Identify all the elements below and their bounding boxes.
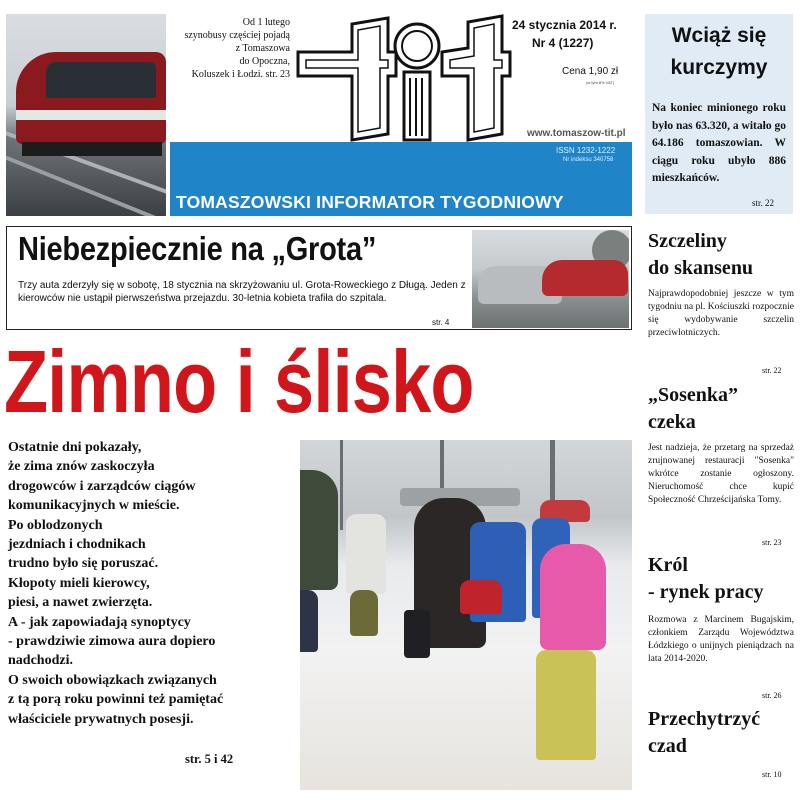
sidebar-page-szczeliny: str. 22 xyxy=(762,366,782,375)
main-lead-line: - prawdziwie zimowa aura dopiero xyxy=(8,634,216,650)
sidebar-page-sosenka: str. 23 xyxy=(762,538,782,547)
main-lead-line: drogowców i zarządców ciągów xyxy=(8,478,196,494)
issn: ISSN 1232-1222 xyxy=(556,146,616,155)
main-lead-line: O swoich obowiązkach związanych xyxy=(8,672,217,688)
train-note-line: z Tomaszowa xyxy=(235,43,290,54)
train-note-line: szynobusy częściej pojadą xyxy=(184,30,290,41)
accident-page: str. 4 xyxy=(432,318,450,327)
main-lead-line: z tą porą roku powinni też pamiętać xyxy=(8,692,224,708)
population-title: Wciąż się kurczymy xyxy=(670,24,768,79)
main-lead-line: komunikacyjnych w mieście. xyxy=(8,498,180,514)
train-photo xyxy=(6,14,166,216)
accident-headline: Niebezpiecznie na „Grota” xyxy=(18,230,377,267)
main-lead-line: trudno było się poruszać. xyxy=(8,556,159,572)
population-text: Na koniec minionego roku było nas 63.320, a witało go 64.186 tomaszowian. W ciągu roku ubyło 886 mieszkańców. xyxy=(652,102,786,185)
main-headline[interactable]: Zimno i ślisko xyxy=(4,332,474,431)
train-teaser[interactable] xyxy=(172,16,290,81)
main-lead-line: właściciele prywatnych posesji. xyxy=(8,711,194,727)
main-lead-line: piesi, a nawet zwierzęta. xyxy=(8,595,153,611)
train-note-line: Od 1 lutego xyxy=(242,17,290,28)
main-lead-line: Kłopoty mieli kierowcy, xyxy=(8,575,150,591)
train-note-line: do Opoczna, xyxy=(239,56,290,67)
sidebar-title-krol[interactable]: Król - rynek pracy xyxy=(648,554,764,603)
accident-lead: Trzy auta zderzyły się w sobotę, 18 stycznia na skrzyżowaniu ul. Grota-Roweckiego z Długą. Jeden z kierowców nie ustąpił pierwszeństwa przejazdu. 30-letnia kobieta trafiła do szpitala. xyxy=(18,280,466,304)
sidebar-title-sosenka[interactable]: „Sosenka” czeka xyxy=(648,384,739,433)
main-lead-line: że zima znów zaskoczyła xyxy=(8,459,155,475)
sidebar-page-krol: str. 26 xyxy=(762,691,782,700)
train-note-line: Koluszek i Łodzi. str. 23 xyxy=(191,69,290,80)
main-lead-line: jezdniach i chodnikach xyxy=(8,537,146,553)
issue-date: 24 stycznia 2014 r. xyxy=(512,18,617,32)
sidebar-title-czad[interactable]: Przechytrzyć czad xyxy=(648,708,761,757)
issue-number: Nr 4 (1227) xyxy=(532,36,594,50)
main-lead-line: Po oblodzonych xyxy=(8,517,103,533)
accident-photo xyxy=(472,230,629,328)
sidebar-text-szczeliny: Najprawdopodobniej jeszcze w tym tygodniu na pl. Kościuszki rozpocznie się wydobywanie szczelin przeciwlotniczych. xyxy=(648,289,794,338)
website-link[interactable]: www.tomaszow-tit.pl xyxy=(527,128,626,139)
main-page-ref: str. 5 i 42 xyxy=(185,752,234,766)
main-lead-line: A - jak zapowiadają synoptycy xyxy=(8,614,191,630)
sidebar-title-szczeliny[interactable]: Szczeliny do skansenu xyxy=(648,230,754,279)
tit-logo xyxy=(292,14,514,146)
population-page: str. 22 xyxy=(752,198,775,208)
sidebar-page-czad: str. 10 xyxy=(762,770,782,779)
price: Cena 1,90 zł xyxy=(562,66,619,77)
train-note-page: str. 23 xyxy=(265,69,290,80)
winter-photo xyxy=(300,440,632,790)
main-lead-line: nadchodzi. xyxy=(8,653,73,669)
sidebar-text-sosenka: Jest nadzieja, że przetarg na sprzedaż zrujnowanej restauracji "Sosenka" wkrótce zostanie ogłoszony. Nieruchomość chce kupić Społeczność Chrześcijańska Tomy. xyxy=(648,443,794,505)
issn-index: Nr indeksu 340758 xyxy=(563,157,614,163)
main-lead xyxy=(8,438,300,729)
main-lead-line: Ostatnie dni pokazały, xyxy=(8,440,142,455)
sidebar-text-krol: Rozmowa z Marcinem Bugajskim, członkiem Zarządu Województwa Łódzkiego o unijnych pieniądzach na lata 2014-2020. xyxy=(648,615,794,664)
price-vat-note: (w tym 8% VAT) xyxy=(586,80,615,85)
newspaper-name: TOMASZOWSKI INFORMATOR TYGODNIOWY xyxy=(176,192,564,212)
